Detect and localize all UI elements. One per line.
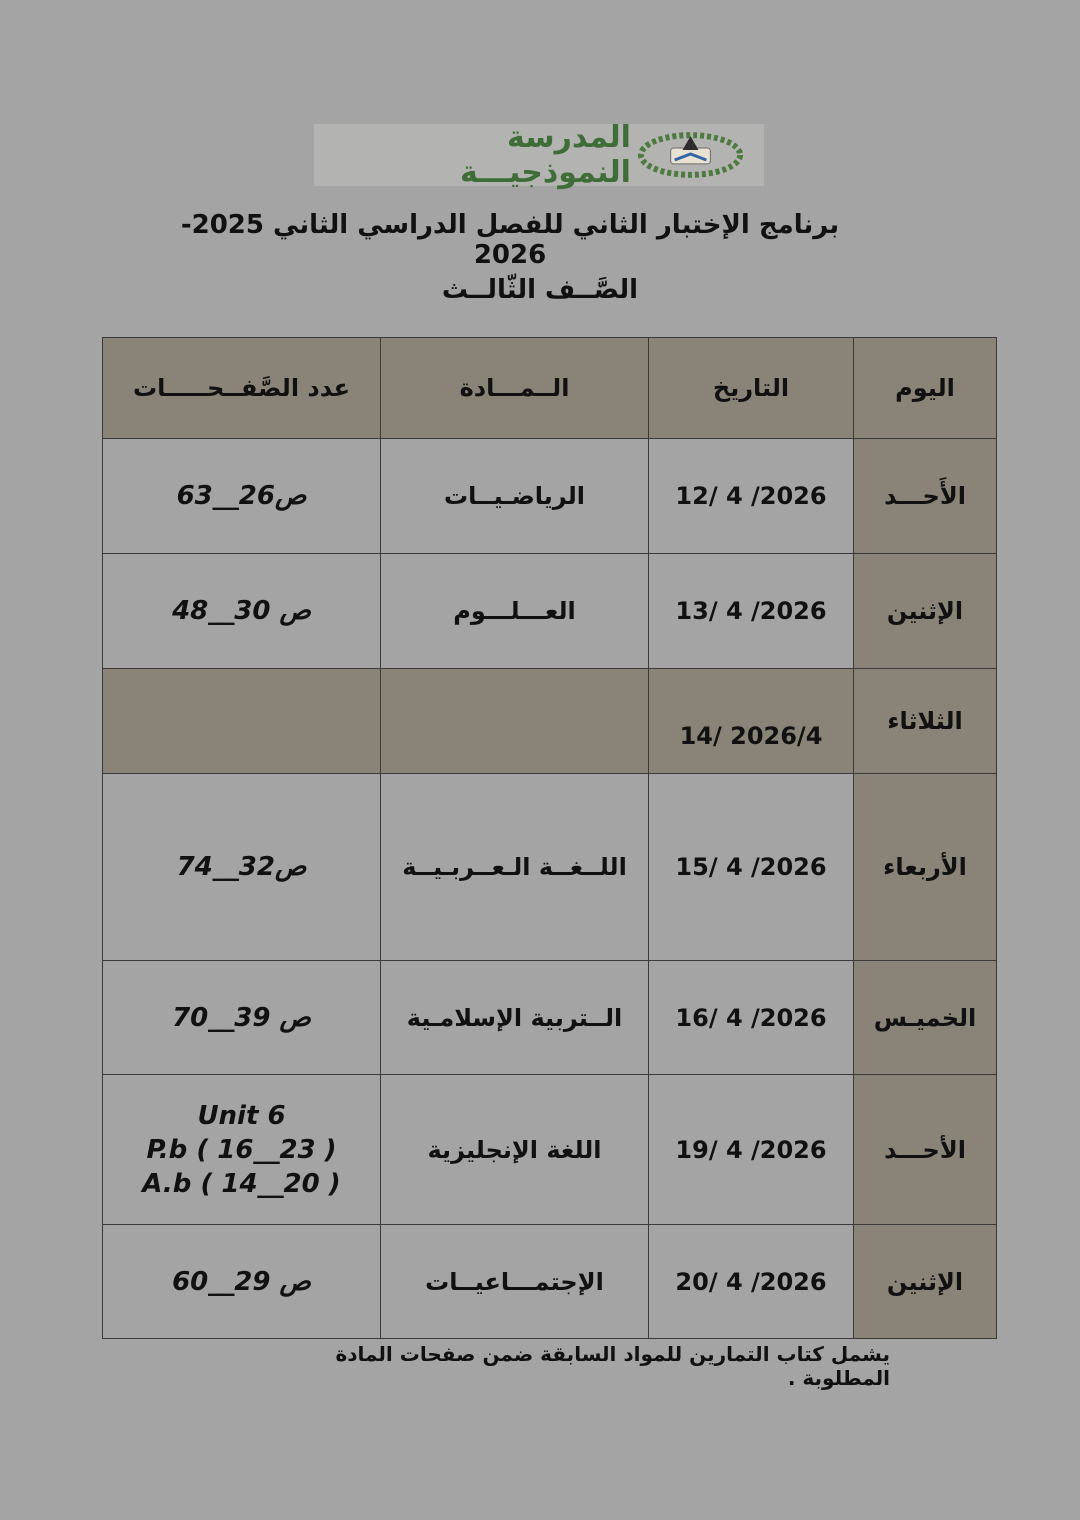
row-day: الخميـس xyxy=(854,961,997,1075)
row-subject: الــتربية الإسلامـية xyxy=(381,961,649,1075)
table-header-row xyxy=(103,338,997,439)
header-day: اليوم xyxy=(854,338,997,439)
row-day: الإثنين xyxy=(854,554,997,669)
table-row xyxy=(103,439,997,554)
row-pages xyxy=(103,669,381,774)
row-subject: العـــلـــوم xyxy=(381,554,649,669)
table-row xyxy=(103,1225,997,1339)
footnote: يشمل كتاب التمارين للمواد السابقة ضمن صفحات المادة المطلوبة . xyxy=(335,1342,890,1390)
header-subject: الــمـــادة xyxy=(381,338,649,439)
page-title: برنامج الإختبار الثاني للفصل الدراسي الثاني 2025- 2026 xyxy=(180,210,840,270)
row-day: الأحـــد xyxy=(854,1075,997,1225)
row-date: 19/ 4 /2026 xyxy=(649,1075,854,1225)
row-day: الإثنين xyxy=(854,1225,997,1339)
table-row xyxy=(103,1075,997,1225)
row-pages: ص 29__60 xyxy=(103,1225,381,1339)
table-row xyxy=(103,774,997,961)
school-logo xyxy=(314,120,764,190)
row-date: 16/ 4 /2026 xyxy=(649,961,854,1075)
row-date: 13/ 4 /2026 xyxy=(649,554,854,669)
school-emblem-icon xyxy=(631,130,750,180)
english-pupils-book-pages: P.b ( 16__23 ) xyxy=(146,1134,337,1165)
row-day: الأربعاء xyxy=(854,774,997,961)
row-pages: ص 39__70 xyxy=(103,961,381,1075)
row-date: 14/ 2026/4 xyxy=(649,669,854,774)
logo-text: المدرسة النموذجيـــة xyxy=(460,120,631,190)
row-pages: ص 30__48 xyxy=(103,554,381,669)
row-subject xyxy=(381,669,649,774)
row-pages: ص26__63 xyxy=(103,439,381,554)
row-date: 15/ 4 /2026 xyxy=(649,774,854,961)
row-date: 12/ 4 /2026 xyxy=(649,439,854,554)
header-date: التاريخ xyxy=(649,338,854,439)
table-row xyxy=(103,669,997,774)
row-subject: الإجتمـــاعيــات xyxy=(381,1225,649,1339)
row-day: الثلاثاء xyxy=(854,669,997,774)
exam-schedule-table xyxy=(102,337,997,1339)
row-date: 20/ 4 /2026 xyxy=(649,1225,854,1339)
row-pages-english xyxy=(103,1075,381,1225)
row-subject: اللــغــة الـعــربـيــة xyxy=(381,774,649,961)
english-activity-book-pages: A.b ( 14__20 ) xyxy=(142,1168,341,1199)
header-pages: عدد الصَّفــحـــــات xyxy=(103,338,381,439)
class-subtitle: الصَّــف الثّالــث xyxy=(441,275,639,305)
row-pages: ص32__74 xyxy=(103,774,381,961)
english-unit: Unit 6 xyxy=(197,1100,286,1131)
row-subject: اللغة الإنجليزية xyxy=(381,1075,649,1225)
table-row xyxy=(103,554,997,669)
row-subject: الرياضـيــات xyxy=(381,439,649,554)
table-row xyxy=(103,961,997,1075)
row-day: الأَحـــد xyxy=(854,439,997,554)
